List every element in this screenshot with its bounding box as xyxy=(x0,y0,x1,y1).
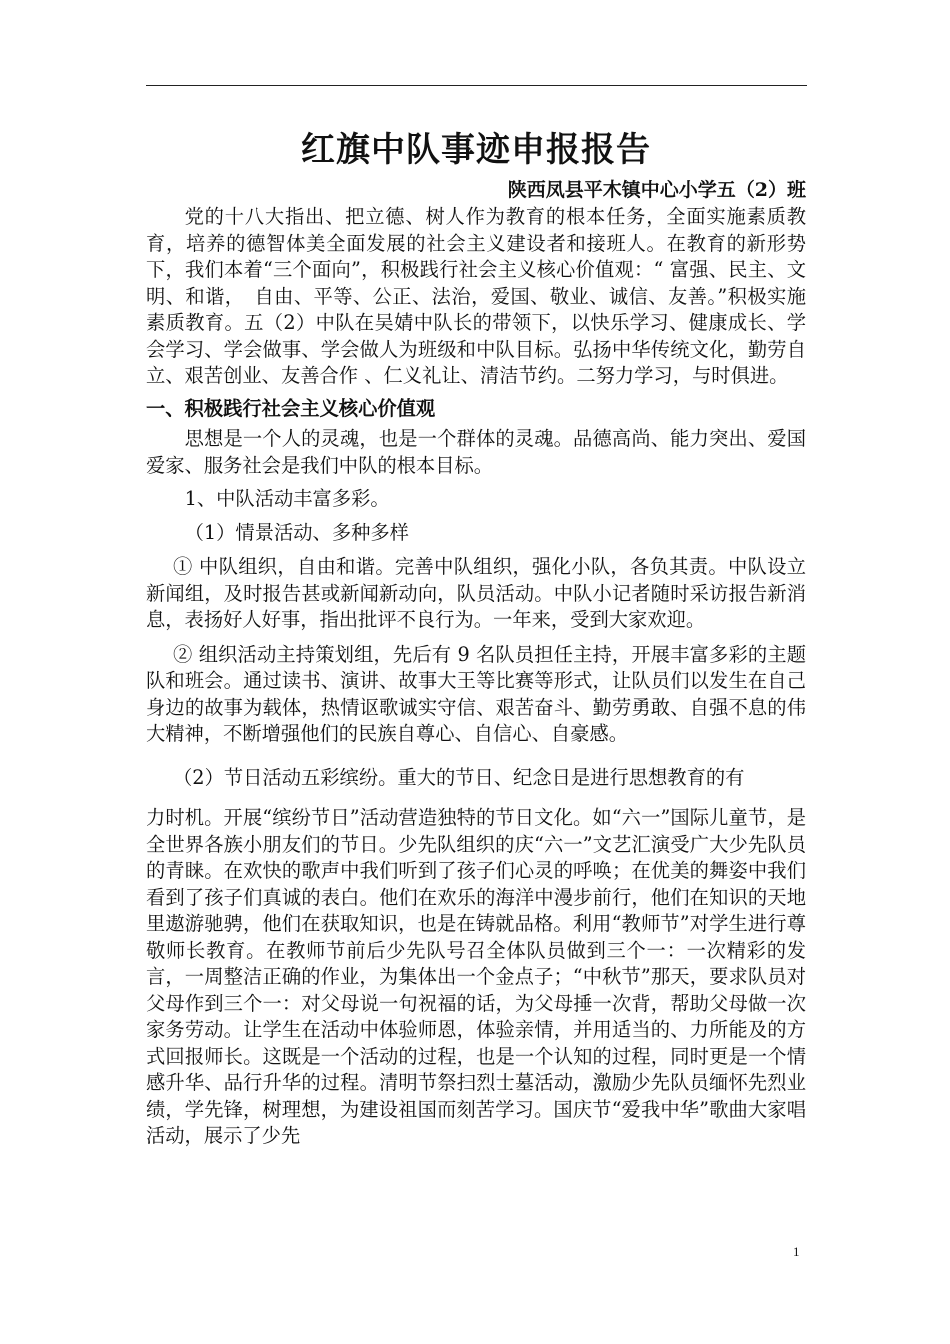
list-item-1-1: （1）情景活动、多种多样 xyxy=(184,520,409,544)
circle-item-1: ① 中队组织，自由和谐。完善中队组织，强化小队，各负其责。中队设立新闻组，及时报告甚或新闻新动向，队员活动。中队小记者随时采访报告新消息，表扬好人好事，指出批评不良行为。一年来，受到大家欢迎。 xyxy=(146,555,806,631)
document-title: 红旗中队事迹申报报告 xyxy=(301,130,651,170)
document-body xyxy=(146,128,806,1150)
page-number: 1 xyxy=(793,1244,800,1259)
paragraph-thought: 思想是一个人的灵魂，也是一个群体的灵魂。品德高尚、能力突出、爱国爱家、服务社会是我们中队的根本目标。 xyxy=(146,427,806,477)
circle-item-2: ② 组织活动主持策划组，先后有 9 名队员担任主持，开展丰富多彩的主题队和班会。通过读书、演讲、故事大王等比赛等形式，让队员们以发生在自己身边的故事为载体，热情讴歌诚实守信、艰苦奋斗、勤劳勇敢、自强不息的伟大精神，不断增强他们的民族自尊心、自信心、自豪感。 xyxy=(146,642,806,745)
document-subtitle: 陕西凤县平木镇中心小学五（2）班 xyxy=(507,179,806,201)
list-item-1-2-first-line: （2）节日活动五彩缤纷。重大的节日、纪念日是进行思想教育的有 xyxy=(173,765,745,789)
list-item-1: 1、中队活动丰富多彩。 xyxy=(184,487,390,510)
list-item-1-2-body: 力时机。开展“缤纷节日”活动营造独特的节日文化。如“六一”国际儿童节，是全世界各族小朋友们的节日。少先队组织的庆“六一”文艺汇演受广大少先队员的青睐。在欢快的歌声中我们听到了孩子们心灵的呼唤；在优美的舞姿中我们看到了孩子们真诚的表白。他们在欢乐的海洋中漫步前行，他们在知识的天地里遨游驰骋，他们在获取知识，也是在铸就品格。利用“教师节”对学生进行尊敬师长教育。在教师节前后少先队号召全体队员做到三个一：一次精彩的发言，一周整洁正确的作业，为集体出一个金点子；“中秋节”那天，要求队员对父母作到三个一：对父母说一句祝福的话，为父母捶一次背，帮助父母做一次家务劳动。让学生在活动中体验师恩，体验亲情，并用适当的、力所能及的方式回报师长。这既是一个活动的过程，也是一个认知的过程，同时更是一个情感升华、品行升华的过程。清明节祭扫烈士墓活动，激励少先队员缅怀先烈业绩，学先锋，树理想，为建设祖国而刻苦学习。国庆节“爱我中华”歌曲大家唱活动，展示了少先 xyxy=(146,806,806,1147)
section-heading-1: 一、积极践行社会主义核心价值观 xyxy=(146,396,436,420)
header-rule xyxy=(146,85,807,86)
intro-paragraph: 党的十八大指出、把立德、树人作为教育的根本任务，全面实施素质教育，培养的德智体美全面发展的社会主义建设者和接班人。在教育的新形势下，我们本着“三个面向”，积极践行社会主义核心价值观：“ 富强、民主、文明、和谐， 自由、平等、公正、法治，爱国、敬业、诚信、友善。”积极实施素质教育。五（2）中队在吴婧中队长的带领下，以快乐学习、健康成长、学会学习、学会做事、学会做人为班级和中队目标。弘扬中华传统文化，勤劳自立、艰苦创业、友善合作 、仁义礼让、清洁节约。二努力学习，与时俱进。 xyxy=(146,205,806,387)
